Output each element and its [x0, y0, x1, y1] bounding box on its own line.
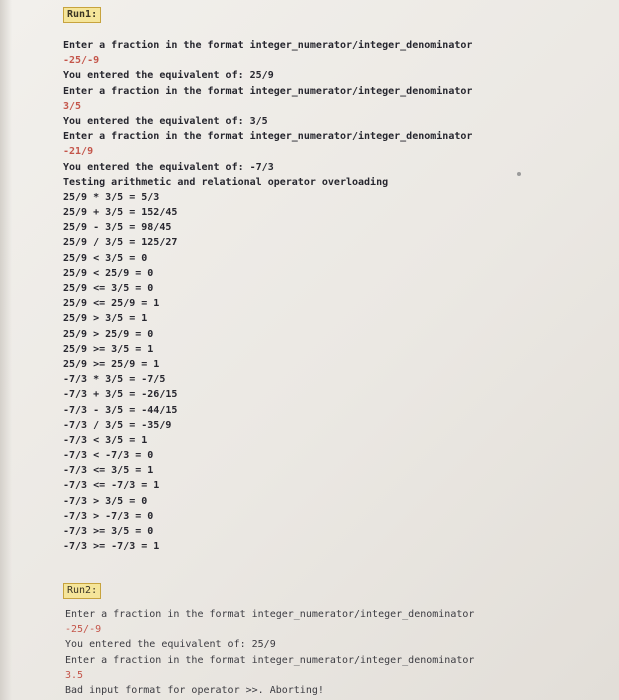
- console-output-line: 25/9 > 25/9 = 0: [63, 328, 154, 340]
- console-input-line: 3.5: [65, 669, 84, 681]
- console-output-line: 25/9 * 3/5 = 5/3: [63, 191, 160, 203]
- console-output-line: -7/3 - 3/5 = -44/15: [63, 404, 178, 416]
- console-input-line: 3/5: [63, 100, 82, 112]
- console-output-line: 25/9 < 3/5 = 0: [63, 252, 148, 264]
- console-output-line: -7/3 <= 3/5 = 1: [63, 465, 154, 477]
- console-prompt-line: Enter a fraction in the format integer_numerator/integer_denominator: [63, 131, 473, 143]
- console-output-line: -7/3 + 3/5 = -26/15: [63, 389, 178, 401]
- console-prompt-line: Enter a fraction in the format integer_numerator/integer_denominator: [63, 40, 473, 51]
- console-output-line: -7/3 > -7/3 = 0: [63, 510, 154, 522]
- paper-speck: [517, 172, 521, 176]
- console-output-line: -7/3 > 3/5 = 0: [63, 495, 148, 507]
- run2-console-output: [65, 607, 474, 698]
- page-shadow-edge: [0, 0, 12, 700]
- console-output-line: 25/9 >= 25/9 = 1: [63, 358, 160, 370]
- console-output-line: -7/3 < -7/3 = 0: [63, 450, 154, 462]
- console-output-line: Testing arithmetic and relational operator overloading: [63, 176, 389, 188]
- console-output-line: 25/9 <= 25/9 = 1: [63, 298, 160, 310]
- console-output-line: 25/9 - 3/5 = 98/45: [63, 222, 172, 234]
- console-output-line: -7/3 / 3/5 = -35/9: [63, 419, 172, 431]
- console-output-line: -7/3 < 3/5 = 1: [63, 434, 148, 446]
- console-output-line: -7/3 * 3/5 = -7/5: [63, 374, 166, 386]
- console-output-line: -7/3 <= -7/3 = 1: [63, 480, 160, 492]
- console-output-line: You entered the equivalent of: 3/5: [63, 115, 268, 127]
- console-output-line: 25/9 + 3/5 = 152/45: [63, 207, 178, 219]
- console-prompt-line: Enter a fraction in the format integer_numerator/integer_denominator: [63, 85, 473, 97]
- console-output-line: You entered the equivalent of: 25/9: [65, 639, 276, 651]
- console-prompt-line: Enter a fraction in the format integer_numerator/integer_denominator: [65, 654, 475, 666]
- console-output-line: -7/3 >= -7/3 = 1: [63, 541, 160, 553]
- console-input-line: -21/9: [63, 146, 94, 158]
- console-output-line: 25/9 / 3/5 = 125/27: [63, 237, 178, 249]
- console-output-line: 25/9 < 25/9 = 0: [63, 267, 154, 279]
- console-output-line: You entered the equivalent of: -7/3: [63, 161, 274, 173]
- run1-label: Run1:: [63, 7, 101, 23]
- console-output-line: 25/9 > 3/5 = 1: [63, 313, 148, 325]
- console-output-line: -7/3 >= 3/5 = 0: [63, 526, 154, 537]
- console-output-line: Bad input format for operator >>. Aborting!: [65, 684, 324, 696]
- console-output-line: 25/9 <= 3/5 = 0: [63, 283, 154, 294]
- console-input-line: -25/-9: [65, 624, 102, 636]
- console-output-line: You entered the equivalent of: 25/9: [63, 70, 274, 82]
- run2-label: Run2:: [63, 583, 101, 599]
- console-prompt-line: Enter a fraction in the format integer_numerator/integer_denominator: [65, 609, 475, 620]
- console-output-line: 25/9 >= 3/5 = 1: [63, 343, 154, 355]
- run1-console-output: [63, 38, 472, 554]
- console-input-line: -25/-9: [63, 55, 100, 67]
